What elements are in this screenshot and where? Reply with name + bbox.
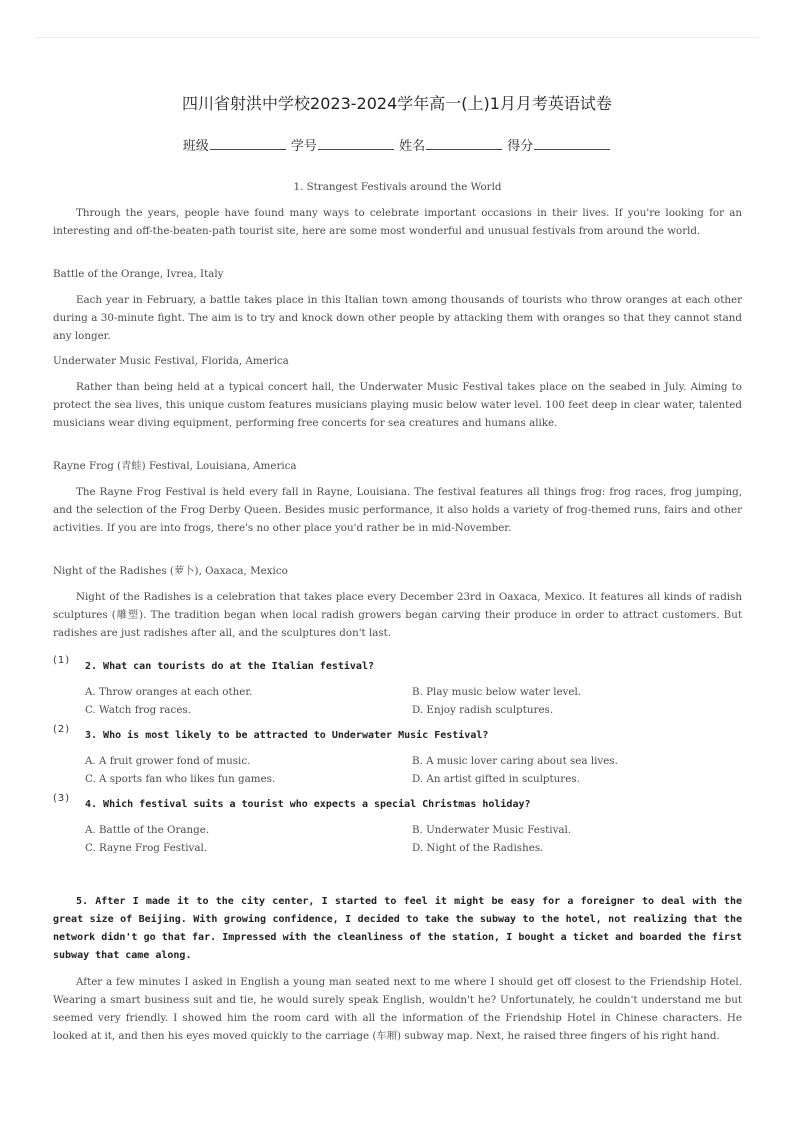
question-text-3: 4. Which festival suits a tourist who expects a special Christmas holiday?: [85, 799, 531, 810]
name-blank[interactable]: [426, 137, 502, 150]
question-number-3: (3): [53, 793, 71, 804]
question-number-1: (1): [53, 655, 71, 666]
score-label: 得分: [507, 139, 534, 154]
section-heading-radishes: Night of the Radishes (萝卜), Oaxaca, Mexico: [53, 565, 288, 577]
question-text-1: 2. What can tourists do at the Italian festival?: [85, 661, 374, 672]
q1-option-d[interactable]: D. Enjoy radish sculptures.: [412, 704, 554, 716]
name-label: 姓名: [399, 139, 426, 154]
q2-option-d[interactable]: D. An artist gifted in sculptures.: [412, 773, 580, 785]
section-text-frog: The Rayne Frog Festival is held every fall in Rayne, Louisiana. The festival features all things frog: frog races, frog jumping, and the selection of the Frog Derby Queen. Besides music performance, it also holds a variety of frog-themed runs, fairs and other activities. If you are into frogs, there's no other place you'd rather be in mid-November.: [53, 486, 742, 534]
score-blank[interactable]: [534, 137, 610, 150]
passage-2-paragraph: After a few minutes I asked in English a young man seated next to me where I should get off closest to the Friendship Hotel. Wearing a smart business suit and tie, he would surely speak English, wouldn't he? Unfortunately, he couldn't understand me but seemed very friendly. I showed him the room card with all the information of the Friendship Hotel in Chinese characters. He looked at it, and then his eyes moved quickly to the carriage (车厢) subway map. Next, he raised three fingers of his right hand.: [53, 976, 742, 1042]
q1-option-b[interactable]: B. Play music below water level.: [412, 686, 582, 698]
passage-1-title: 1. Strangest Festivals around the World: [293, 181, 502, 193]
q3-option-b[interactable]: B. Underwater Music Festival.: [412, 824, 572, 836]
section-heading-underwater: Underwater Music Festival, Florida, America: [53, 355, 289, 367]
class-label: 班级: [182, 139, 209, 154]
q3-option-a[interactable]: A. Battle of the Orange.: [85, 824, 210, 836]
section-text-orange: Each year in February, a battle takes place in this Italian town among thousands of tourists who throw oranges at each other during a 30-minute fight. The aim is to try and knock down other people by attacking them with oranges so that they cannot stand any longer.: [53, 294, 742, 342]
page-title: 四川省射洪中学校2023-2024学年高一(上)1月月考英语试卷: [182, 94, 612, 113]
q1-option-a[interactable]: A. Throw oranges at each other.: [85, 686, 253, 698]
top-divider: [36, 37, 758, 38]
q2-option-b[interactable]: B. A music lover caring about sea lives.: [412, 755, 618, 767]
class-blank[interactable]: [210, 137, 286, 150]
q2-option-c[interactable]: C. A sports fan who likes fun games.: [85, 773, 276, 785]
section-heading-orange: Battle of the Orange, Ivrea, Italy: [53, 268, 224, 280]
student-id-label: 学号: [290, 139, 317, 154]
student-info-line: [0, 135, 794, 154]
question-number-2: (2): [53, 724, 71, 735]
section-text-underwater: Rather than being held at a typical concert hall, the Underwater Music Festival takes place on the seabed in July. Aiming to protect the sea lives, this unique custom features musicians playing music below water level. 100 feet deep in clear water, talented musicians wear diving equipment, performing free concerts for sea creatures and humans alike.: [53, 381, 742, 429]
question-text-2: 3. Who is most likely to be attracted to Underwater Music Festival?: [85, 730, 489, 741]
student-id-blank[interactable]: [318, 137, 394, 150]
q2-option-a[interactable]: A. A fruit grower fond of music.: [85, 755, 251, 767]
section-text-radishes: Night of the Radishes is a celebration that takes place every December 23rd in Oaxaca, Mexico. It features all kinds of radish sculptures (雕塑). The tradition began when local radish growers began carving their produce in order to attract customers. But radishes are just radishes after all, and the sculptures don't last.: [53, 591, 742, 639]
section-heading-frog: Rayne Frog (青蛙) Festival, Louisiana, America: [53, 460, 297, 472]
q1-option-c[interactable]: C. Watch frog races.: [85, 704, 191, 716]
passage-1-intro: Through the years, people have found many ways to celebrate important occasions in their lives. If you're looking for an interesting and off-the-beaten-path tourist site, here are some most wonderful and unusual festivals from around the world.: [53, 207, 742, 237]
q3-option-c[interactable]: C. Rayne Frog Festival.: [85, 842, 208, 854]
passage-2-intro: 5. After I made it to the city center, I started to feel it might be easy for a foreigner to deal with the great size of Beijing. With growing confidence, I decided to take the subway to the hotel, not realizing that the network didn't go that far. Impressed with the cleanliness of the station, I bought a ticket and boarded the first subway that came along.: [53, 896, 742, 961]
q3-option-d[interactable]: D. Night of the Radishes.: [412, 842, 544, 854]
